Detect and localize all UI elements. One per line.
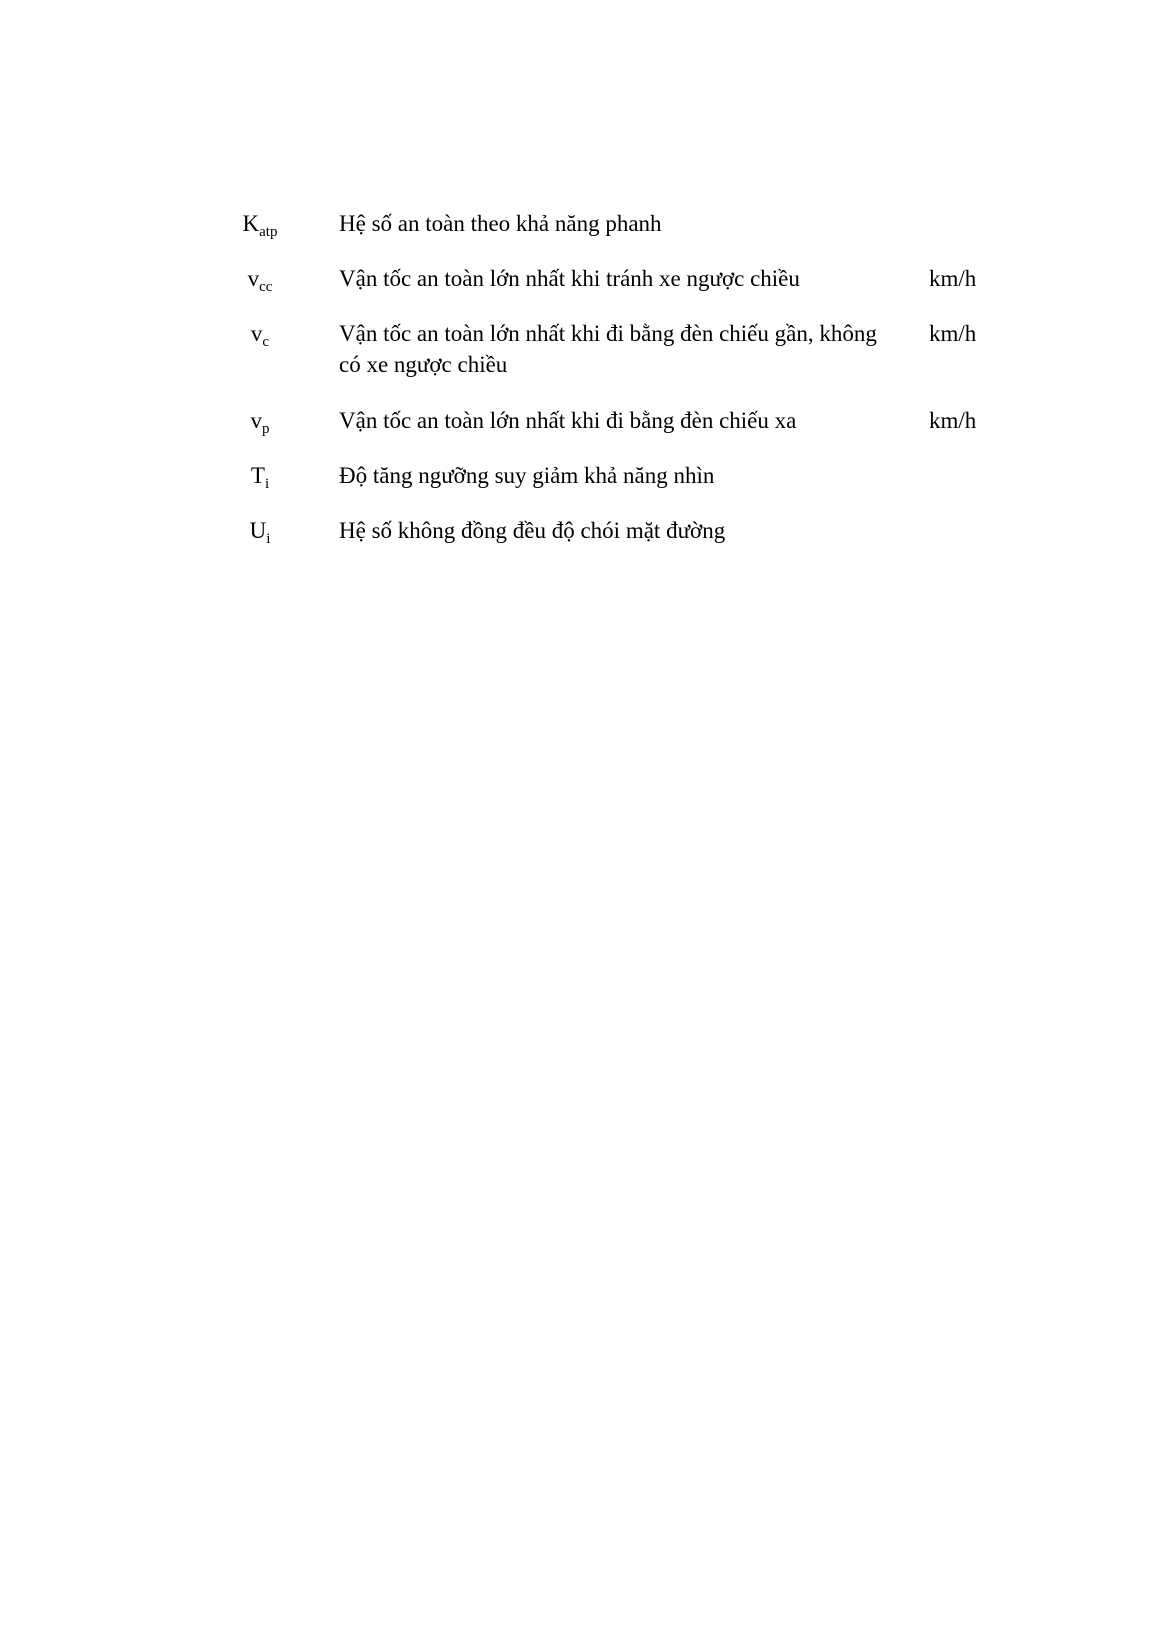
symbol-list xyxy=(0,0,1158,600)
symbol-description: Vận tốc an toàn lớn nhất khi tránh xe ngược chiều xyxy=(339,266,800,291)
symbol-description: Hệ số an toàn theo khả năng phanh xyxy=(339,211,662,236)
symbol-main: T xyxy=(250,463,265,488)
symbol xyxy=(180,515,340,546)
symbol xyxy=(180,263,340,294)
symbol-subscript: i xyxy=(264,476,270,492)
symbol-unit: km/h xyxy=(929,266,977,291)
symbol-subscript: atp xyxy=(259,224,278,240)
symbol-unit: km/h xyxy=(929,408,977,433)
symbol-main: v xyxy=(247,266,260,291)
symbol-unit: km/h xyxy=(929,321,977,346)
symbol-subscript: c xyxy=(262,334,270,350)
symbol-description: Vận tốc an toàn lớn nhất khi đi bằng đèn chiếu gần, không có xe ngược chiều xyxy=(339,321,877,377)
symbol-description: Vận tốc an toàn lớn nhất khi đi bằng đèn chiếu xa xyxy=(339,408,797,433)
symbol xyxy=(180,318,340,349)
symbol-main: v xyxy=(250,408,262,433)
symbol-main: K xyxy=(242,211,260,236)
symbol-subscript: p xyxy=(262,421,270,437)
symbol-description: Hệ số không đồng đều độ chói mặt đường xyxy=(339,518,726,543)
symbol xyxy=(180,405,340,436)
symbol xyxy=(180,208,340,239)
symbol-subscript: cc xyxy=(259,279,273,295)
symbol-description: Độ tăng ngưỡng suy giảm khả năng nhìn xyxy=(339,463,715,488)
symbol-main: U xyxy=(249,518,267,543)
symbol-main: v xyxy=(250,321,263,346)
symbol xyxy=(180,460,340,491)
symbol-subscript: i xyxy=(266,531,271,547)
